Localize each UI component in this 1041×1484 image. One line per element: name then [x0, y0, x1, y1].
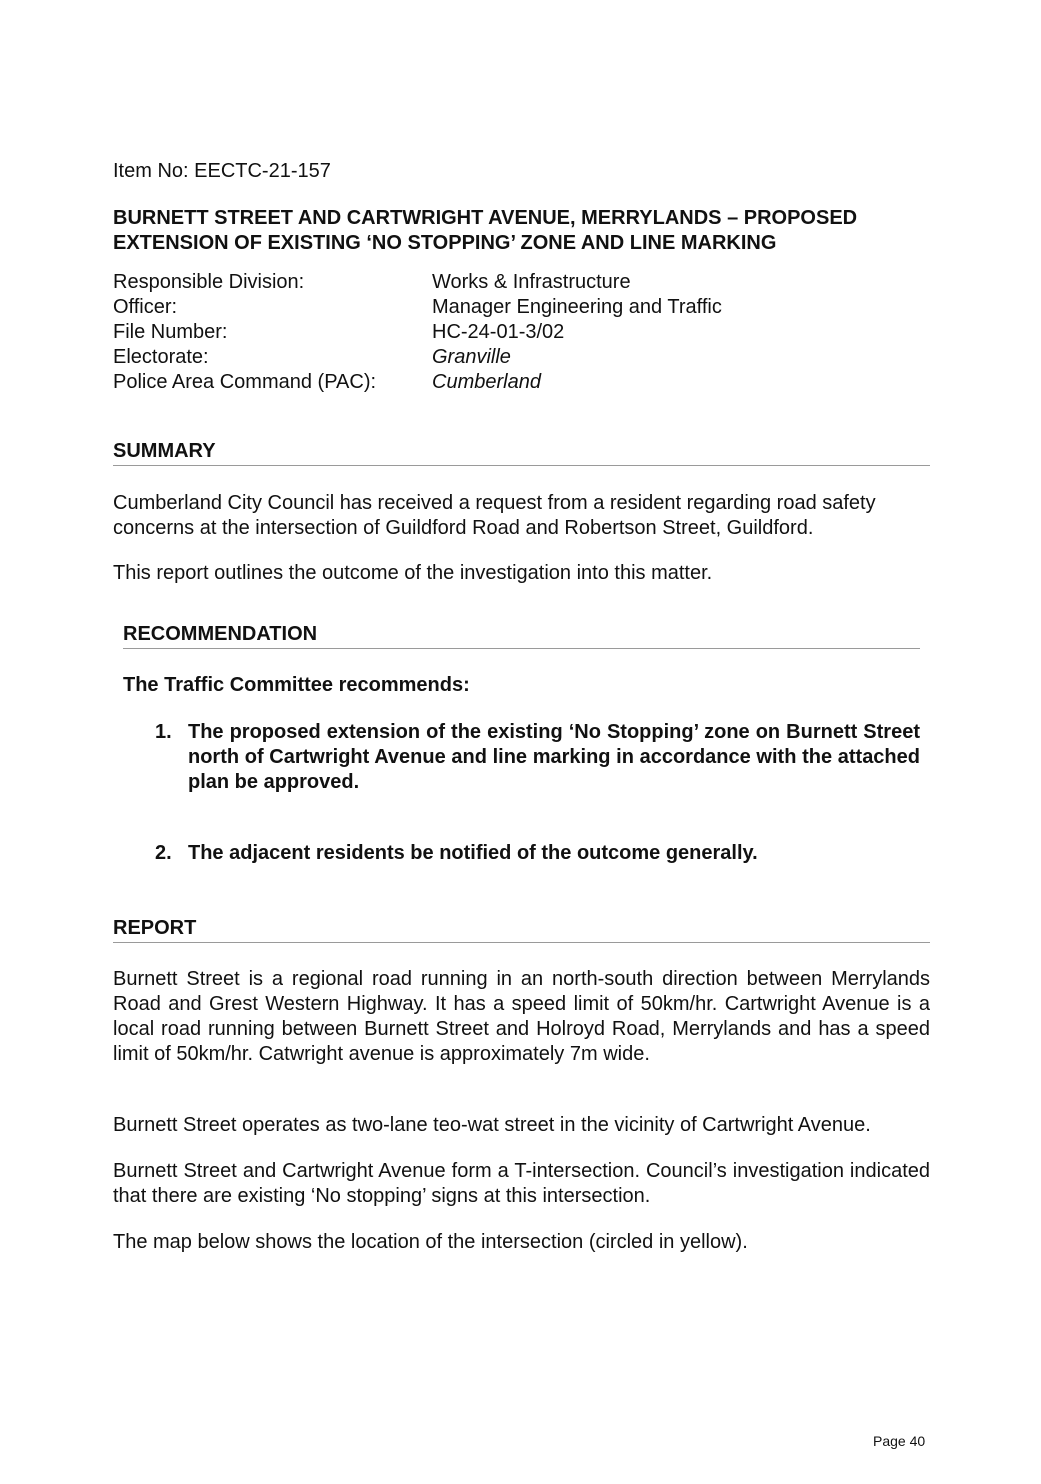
list-text: The adjacent residents be notified of the outcome generally. [188, 842, 758, 864]
meta-row-electorate [113, 345, 722, 370]
meta-label: Electorate: [113, 346, 209, 368]
meta-row-officer [113, 295, 722, 320]
report-title [113, 206, 930, 256]
list-text: The proposed extension of the existing ‘No Stopping’ zone on Burnett Street north of Cartwright Avenue and line marking in accordance with the attached plan be approved. [188, 721, 920, 793]
list-item [155, 720, 920, 795]
meta-value: Works & Infrastructure [432, 271, 631, 293]
page-number: Page 40 [873, 1433, 926, 1449]
recommendation-item-2 [155, 841, 920, 866]
summary-heading: SUMMARY [113, 440, 930, 466]
meta-value: Cumberland [432, 371, 541, 393]
meta-row-pac [113, 370, 722, 395]
meta-label: Officer: [113, 296, 178, 318]
list-item [155, 841, 920, 866]
report-title-line-1: BURNETT STREET AND CARTWRIGHT AVENUE, MERRYLANDS – PROPOSED [113, 207, 858, 229]
report-paragraph-4: The map below shows the location of the intersection (circled in yellow). [113, 1231, 748, 1253]
item-number: Item No: EECTC-21-157 [113, 160, 331, 182]
report-metadata [113, 270, 722, 395]
meta-row-division [113, 270, 722, 295]
meta-value: Manager Engineering and Traffic [432, 296, 722, 318]
meta-label: Responsible Division: [113, 271, 305, 293]
list-number: 1. [155, 721, 172, 743]
recommendation-item-1 [155, 720, 920, 795]
report-paragraph-2: Burnett Street operates as two-lane teo-wat street in the vicinity of Cartwright Avenue. [113, 1114, 871, 1136]
report-paragraph-3: Burnett Street and Cartwright Avenue form a T-intersection. Council’s investigation indicated that there are existing ‘No stopping’ signs at this intersection. [113, 1160, 930, 1207]
summary-paragraph-2: This report outlines the outcome of the investigation into this matter. [113, 562, 713, 584]
report-heading: REPORT [113, 917, 930, 943]
report-paragraph-1: Burnett Street is a regional road running in an north-south direction between Merrylands Road and Grest Western Highway. It has a speed limit of 50km/hr. Cartwright Avenue is a local road running between Burnett Street and Holroyd Road, Merrylands and has a speed limit of 50km/hr. Catwright avenue is approximately 7m wide. [113, 968, 930, 1065]
meta-label: File Number: [113, 321, 228, 343]
meta-row-file-number [113, 320, 722, 345]
report-title-line-2: EXTENSION OF EXISTING ‘NO STOPPING’ ZONE AND LINE MARKING [113, 232, 777, 254]
recommendation-heading: RECOMMENDATION [123, 623, 920, 649]
meta-value: HC-24-01-3/02 [432, 321, 565, 343]
meta-value: Granville [432, 346, 511, 368]
summary-paragraph-1: Cumberland City Council has received a request from a resident regarding road safety concerns at the intersection of Guildford Road and Robertson Street, Guildford. [113, 492, 876, 539]
meta-label: Police Area Command (PAC): [113, 371, 377, 393]
list-number: 2. [155, 842, 172, 864]
recommendation-intro: The Traffic Committee recommends: [123, 674, 470, 696]
